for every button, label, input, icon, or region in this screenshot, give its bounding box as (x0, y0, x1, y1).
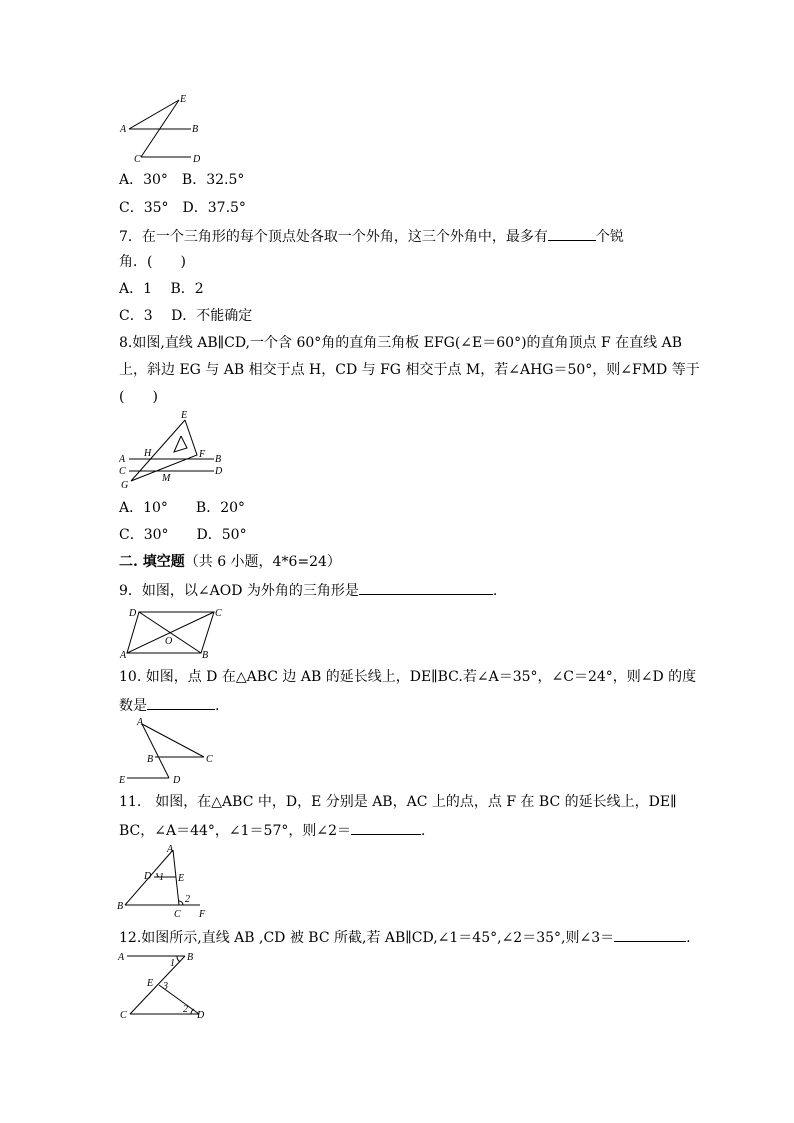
figure-point-label: B (192, 124, 199, 135)
q9-stem (119, 580, 497, 600)
q10-end: . (215, 698, 220, 714)
q12-text: 12.如图所示,直线 AB ,CD 被 BC 所截,若 AB∥CD,∠1＝45°,∠2＝35°,则∠3＝ (119, 930, 615, 946)
q8-figure (119, 408, 229, 493)
figure-point-label: B (215, 454, 222, 465)
figure-point-label: C (206, 754, 213, 765)
figure-segment (177, 956, 180, 962)
q12-end: . (686, 930, 691, 946)
q11-stem-2 (119, 820, 425, 840)
q6-options-2: C．35° D．37.5° (119, 200, 246, 216)
figure-segment (129, 100, 179, 129)
figure-point-label: E (147, 978, 154, 989)
figure-point-label: C (134, 154, 141, 164)
q8-stem-2: 上，斜边 EG 与 AB 相交于点 H，CD 与 FG 相交于点 M，若∠AHG＝50°，则∠FMD 等于 (119, 362, 700, 378)
q7-options-1: A．1 B．2 (119, 281, 204, 297)
figure-point-label: 1 (159, 872, 164, 883)
q7-stem-2: 角．( ) (119, 254, 186, 270)
figure-point-label: E (180, 94, 187, 105)
figure-segment (131, 420, 197, 481)
figure-segment (130, 956, 185, 1014)
q9-figure (119, 604, 231, 660)
figure-point-label: D (129, 608, 137, 619)
q10-stem-1: 10. 如图，点 D 在△ABC 边 AB 的延长线上，DE∥BC.若∠A＝35°，∠C＝24°，则∠D 的度 (119, 669, 697, 685)
figure-point-label: 2 (183, 1004, 188, 1015)
figure-point-label: A (137, 717, 144, 728)
figure-point-label: B (147, 754, 154, 765)
q8-stem-1: 8.如图,直线 AB∥CD,一个含 60°角的直角三角板 EFG(∠E＝60°)的直角顶点 F 在直线 AB (119, 335, 682, 351)
q7-text-a: 7．在一个三角形的每个顶点处各取一个外角，这三个外角中，最多有 (119, 229, 548, 245)
figure-segment (142, 724, 169, 778)
q10-stem-2 (119, 695, 219, 715)
q11-stem-1: 11. 如图，在△ABC 中，D，E 分别是 AB，AC 上的点，点 F 在 BC 的延长线上，DE∥ (119, 794, 677, 810)
q7-options-2: C．3 D．不能确定 (119, 308, 253, 324)
figure-point-label: A (120, 650, 127, 660)
figure-point-label: F (199, 449, 206, 460)
q6-options-1: A．30° B．32.5° (119, 172, 245, 188)
q10-answer-blank[interactable] (147, 695, 215, 710)
figure-point-label: D (173, 775, 181, 786)
figure-point-label: H (144, 448, 152, 459)
q12-stem (119, 927, 691, 947)
figure-point-label: B (117, 901, 124, 912)
q6-figure (119, 92, 219, 164)
q7-stem-1 (119, 226, 624, 246)
figure-point-label: E (181, 410, 188, 421)
section-2-title: 二. 填空题 (119, 554, 185, 570)
section-2-heading (119, 553, 341, 571)
figure-segment (142, 724, 204, 757)
figure-point-label: E (119, 775, 126, 786)
figure-point-label: O (165, 636, 173, 647)
q11-figure (115, 840, 215, 920)
figure-point-label: D (197, 1010, 205, 1021)
figure-segment (174, 436, 187, 452)
q7-answer-blank[interactable] (548, 226, 596, 241)
figure-point-label: M (162, 473, 171, 484)
figure-point-label: B (202, 650, 209, 660)
figure-point-label: A (120, 124, 127, 135)
figure-point-label: D (215, 466, 223, 477)
figure-point-label: G (121, 480, 129, 491)
q12-figure (115, 948, 215, 1022)
q12-answer-blank[interactable] (614, 927, 686, 942)
figure-point-label: D (193, 154, 201, 164)
q11-answer-blank[interactable] (351, 820, 421, 835)
figure-point-label: C (215, 608, 222, 619)
figure-point-label: A (167, 844, 174, 855)
figure-point-label: D (144, 871, 152, 882)
q10-figure (115, 716, 225, 788)
figure-point-label: 1 (170, 958, 175, 969)
figure-point-label: A (119, 454, 126, 465)
figure-point-label: C (120, 1010, 127, 1021)
q9-answer-blank[interactable] (359, 580, 493, 595)
q11-text: BC，∠A＝44°，∠1＝57°，则∠2＝ (119, 823, 352, 839)
figure-point-label: 2 (185, 894, 190, 905)
figure-point-label: E (178, 873, 185, 884)
figure-point-label: A (118, 952, 125, 963)
figure-segment (191, 1009, 194, 1014)
figure-point-label: B (187, 952, 194, 963)
section-2-subtitle: （共 6 小题，4*6=24） (184, 554, 341, 570)
q10-text: 数是 (119, 698, 147, 714)
q9-end: . (492, 583, 498, 599)
q9-text: 9．如图，以∠AOD 为外角的三角形是 (119, 583, 359, 599)
q8-stem-3: ( ) (119, 389, 158, 405)
figure-point-label: F (199, 909, 206, 920)
q11-end: . (421, 823, 426, 839)
q8-options-1: A．10° B．20° (119, 500, 246, 516)
figure-segment (179, 901, 183, 905)
figure-point-label: C (119, 466, 126, 477)
figure-point-label: C (174, 909, 181, 920)
q7-text-b: 个锐 (595, 229, 624, 245)
q8-options-2: C．30° D．50° (119, 527, 247, 543)
figure-point-label: 3 (163, 981, 168, 992)
